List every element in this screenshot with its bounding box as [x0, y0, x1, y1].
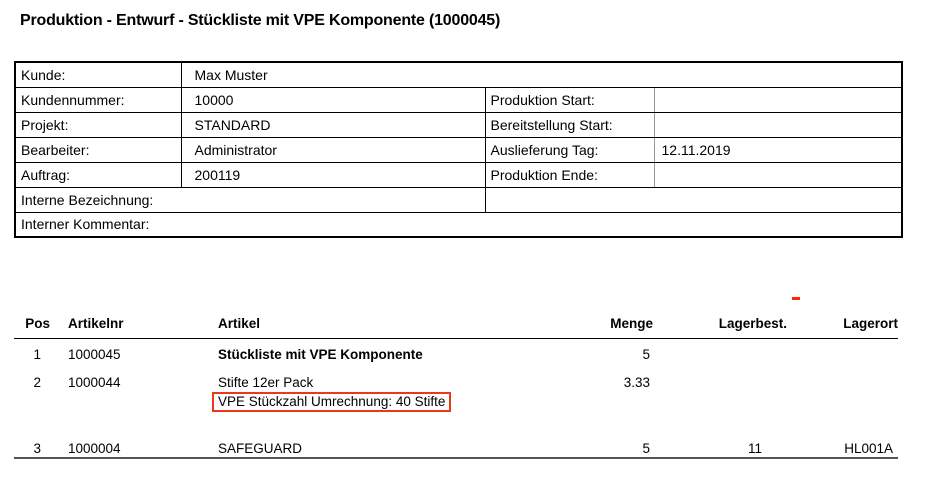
item-lagerbest: 11 [747, 441, 762, 456]
info-label: Interner Kommentar: [15, 212, 902, 237]
item-artikel: SAFEGUARD [218, 441, 303, 456]
info-row-projekt [15, 112, 902, 137]
info-value: Administrator [181, 137, 485, 162]
column-header-artikel: Artikel [218, 308, 520, 338]
item-artikel: Stückliste mit VPE Komponente [218, 346, 423, 362]
info-label: Kunde: [15, 62, 181, 87]
item-pos: 2 [33, 375, 41, 390]
info-value: 10000 [181, 87, 485, 112]
item-menge: 5 [642, 346, 650, 362]
info-label: Projekt: [15, 112, 181, 137]
item-menge: 5 [642, 441, 650, 456]
column-header-pos: Pos [14, 308, 50, 338]
info-value: 200119 [181, 162, 485, 187]
item-row [14, 368, 898, 420]
item-artikel [218, 368, 520, 420]
item-row [14, 420, 898, 458]
info-label: Kundennummer: [15, 87, 181, 112]
info-value [654, 112, 902, 137]
info-value: 12.11.2019 [654, 137, 902, 162]
parts-list-table [14, 308, 898, 459]
info-row-interne-bezeichnung [15, 187, 902, 212]
column-header-lagerbest: Lagerbest. [653, 308, 787, 338]
item-menge: 3.33 [623, 375, 650, 390]
column-header-lagerort: Lagerort [787, 308, 898, 338]
item-artikelnr: 1000004 [68, 441, 121, 456]
info-label: Bereitstellung Start: [485, 112, 654, 137]
item-artikelnr: 1000044 [68, 375, 121, 390]
vpe-conversion-note-highlight: VPE Stückzahl Umrechnung: 40 Stifte [212, 392, 451, 412]
item-row [14, 338, 898, 368]
info-value [654, 162, 902, 187]
item-artikel-name: Stifte 12er Pack [218, 375, 314, 390]
info-row-bearbeiter [15, 137, 902, 162]
item-lagerbest [653, 368, 787, 420]
info-label: Auftrag: [15, 162, 181, 187]
order-info-table [14, 61, 903, 238]
info-row-interner-kommentar [15, 212, 902, 237]
item-lagerort [787, 368, 898, 420]
info-value [485, 187, 902, 212]
info-label: Auslieferung Tag: [485, 137, 654, 162]
red-dash-annotation-marker [792, 297, 800, 300]
column-header-artikelnr: Artikelnr [50, 308, 218, 338]
info-row-kunde [15, 62, 902, 87]
item-artikelnr: 1000045 [68, 346, 121, 362]
item-pos: 3 [33, 441, 41, 456]
item-lagerort [787, 338, 898, 368]
info-row-kundennummer [15, 87, 902, 112]
info-value: Max Muster [181, 62, 902, 87]
parts-header-row [14, 308, 898, 338]
item-lagerort: HL001A [844, 441, 893, 456]
item-pos: 1 [33, 346, 41, 362]
column-header-menge: Menge [520, 308, 653, 338]
info-value: STANDARD [181, 112, 485, 137]
info-label: Interne Bezeichnung: [15, 187, 485, 212]
info-label: Produktion Start: [485, 87, 654, 112]
info-value [654, 87, 902, 112]
item-lagerbest [653, 338, 787, 368]
page-title: Produktion - Entwurf - Stückliste mit VPE Komponente (1000045) [20, 12, 501, 29]
info-row-auftrag [15, 162, 902, 187]
info-label: Produktion Ende: [485, 162, 654, 187]
info-label: Bearbeiter: [15, 137, 181, 162]
